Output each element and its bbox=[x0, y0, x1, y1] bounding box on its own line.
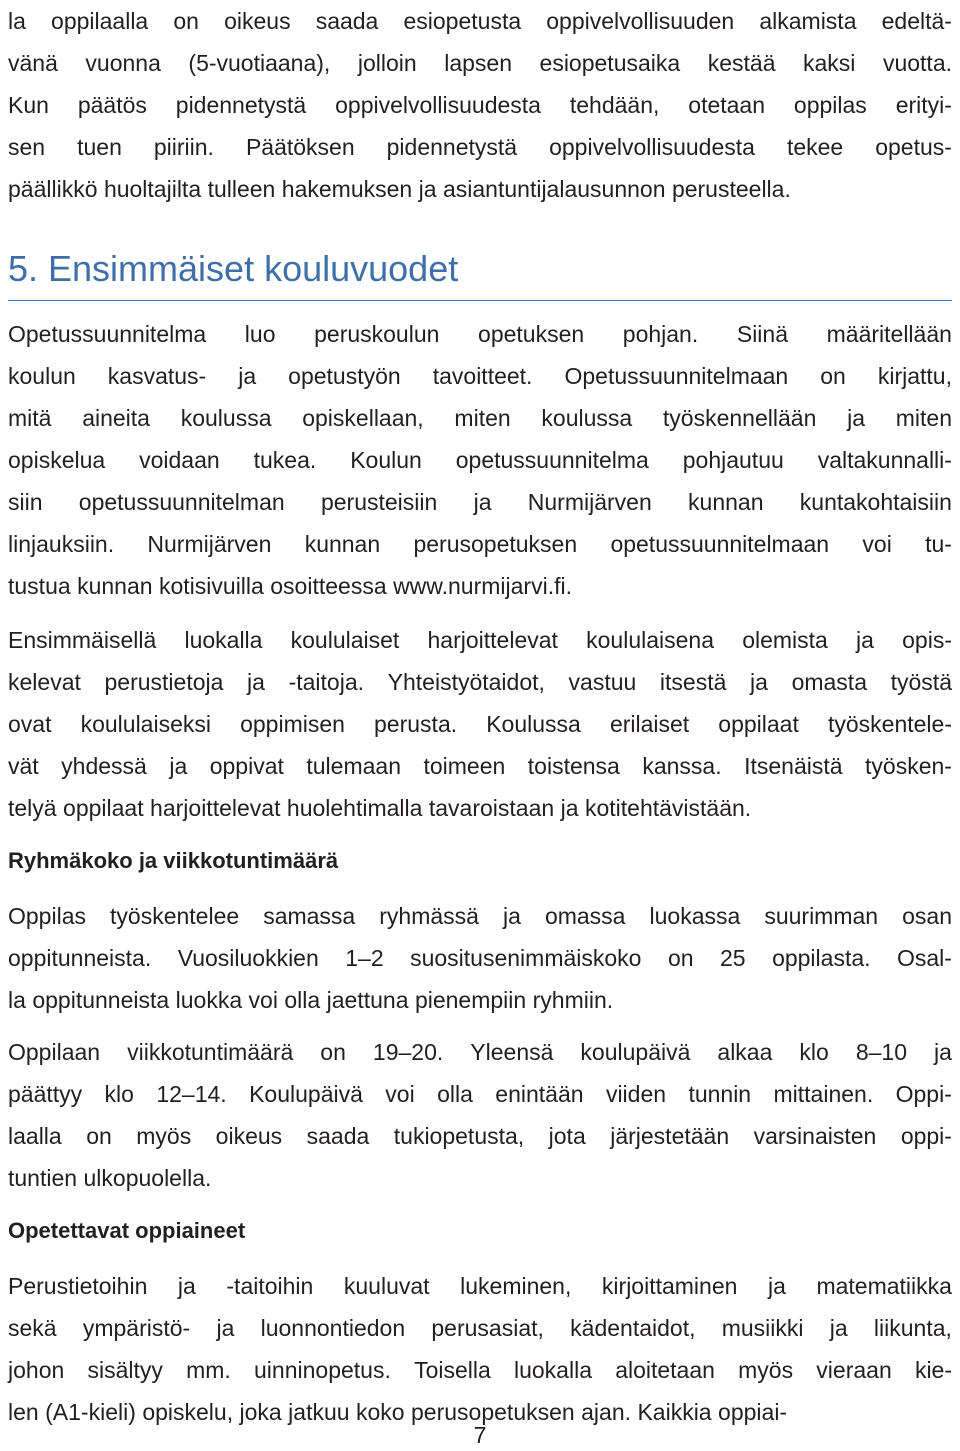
text-line: tuntien ulkopuolella. bbox=[8, 1165, 212, 1191]
text-line: Oppilaan viikkotuntimäärä on 19–20. Yleensä koulupäivä alkaa klo 8–10 ja bbox=[8, 1039, 952, 1065]
text-line: linjauksiin. Nurmijärven kunnan perusopetuksen opetussuunnitelmaan voi tu- bbox=[8, 531, 952, 557]
text-line: la oppitunneista luokka voi olla jaettuna pienempiin ryhmiin. bbox=[8, 987, 614, 1013]
text-line: sen tuen piiriin. Päätöksen pidennetystä oppivelvollisuudesta tekee opetus- bbox=[8, 134, 952, 160]
text-line: Perustietoihin ja -taitoihin kuuluvat lukeminen, kirjoittaminen ja matematiikka bbox=[8, 1273, 952, 1299]
text-line: mitä aineita koulussa opiskellaan, miten koulussa työskennellään ja miten bbox=[8, 405, 952, 431]
paragraph-curriculum bbox=[8, 313, 952, 607]
text-line: päättyy klo 12–14. Koulupäivä voi olla enintään viiden tunnin mittainen. Oppi- bbox=[8, 1081, 952, 1107]
text-line: vänä vuonna (5-vuotiaana), jolloin lapsen esiopetusaika kestää kaksi vuotta. bbox=[8, 50, 952, 76]
text-line: Oppilas työskentelee samassa ryhmässä ja omassa luokassa suurimman osan bbox=[8, 903, 952, 929]
text-line: tustua kunnan kotisivuilla osoitteessa www.nurmijarvi.fi. bbox=[8, 573, 572, 599]
text-line: Kun päätös pidennetystä oppivelvollisuudesta tehdään, otetaan oppilas erityi- bbox=[8, 92, 952, 118]
text-line: vät yhdessä ja oppivat tulemaan toimeen toistensa kanssa. Itsenäistä työsken- bbox=[8, 753, 952, 779]
page-number: 7 bbox=[473, 1422, 487, 1448]
paragraph-first-grade bbox=[8, 619, 952, 829]
text-line: sekä ympäristö- ja luonnontiedon perusasiat, kädentaidot, musiikki ja liikunta, bbox=[8, 1315, 952, 1341]
text-line: Opetussuunnitelma luo peruskoulun opetuksen pohjan. Siinä määritellään bbox=[8, 321, 952, 347]
text-line: oppitunneista. Vuosiluokkien 1–2 suositusenimmäiskoko on 25 oppilasta. Osal- bbox=[8, 945, 952, 971]
text-line: kelevat perustietoja ja -taitoja. Yhteistyötaidot, vastuu itsestä ja omasta työstä bbox=[8, 669, 952, 695]
subheading-group-size: Ryhmäkoko ja viikkotuntimäärä bbox=[8, 848, 339, 873]
text-line: ovat koululaiseksi oppimisen perusta. Koulussa erilaiset oppilaat työskentele- bbox=[8, 711, 952, 737]
heading-rule bbox=[8, 300, 952, 301]
text-line: johon sisältyy mm. uinninopetus. Toisella luokalla aloitetaan myös vieraan kie- bbox=[8, 1357, 952, 1383]
text-line: telyä oppilaat harjoittelevat huolehtimalla tavaroistaan ja kotitehtävistään. bbox=[8, 795, 752, 821]
text-line: opiskelua voidaan tukea. Koulun opetussuunnitelma pohjautuu valtakunnalli- bbox=[8, 447, 952, 473]
text-line: len (A1-kieli) opiskelu, joka jatkuu koko perusopetuksen ajan. Kaikkia oppiai- bbox=[8, 1399, 788, 1425]
paragraph-weekly-hours bbox=[8, 1031, 952, 1199]
paragraph-group bbox=[8, 895, 952, 1021]
subheading-subjects: Opetettavat oppiaineet bbox=[8, 1218, 246, 1243]
document-page bbox=[8, 0, 952, 1443]
text-line: siin opetussuunnitelman perusteisiin ja Nurmijärven kunnan kuntakohtaisiin bbox=[8, 489, 952, 515]
section-heading: 5. Ensimmäiset kouluvuodet bbox=[8, 248, 459, 289]
text-line: laalla on myös oikeus saada tukiopetusta, jota järjestetään varsinaisten oppi- bbox=[8, 1123, 952, 1149]
intro-paragraph bbox=[8, 0, 952, 210]
text-line: la oppilaalla on oikeus saada esiopetusta oppivelvollisuuden alkamista edeltä- bbox=[8, 8, 952, 34]
paragraph-subjects bbox=[8, 1265, 952, 1433]
text-line: päällikkö huoltajilta tulleen hakemuksen ja asiantuntijalausunnon perusteella. bbox=[8, 176, 791, 202]
text-line: Ensimmäisellä luokalla koululaiset harjoittelevat koululaisena olemista ja opis- bbox=[8, 627, 952, 653]
text-line: koulun kasvatus- ja opetustyön tavoitteet. Opetussuunnitelmaan on kirjattu, bbox=[8, 363, 952, 389]
